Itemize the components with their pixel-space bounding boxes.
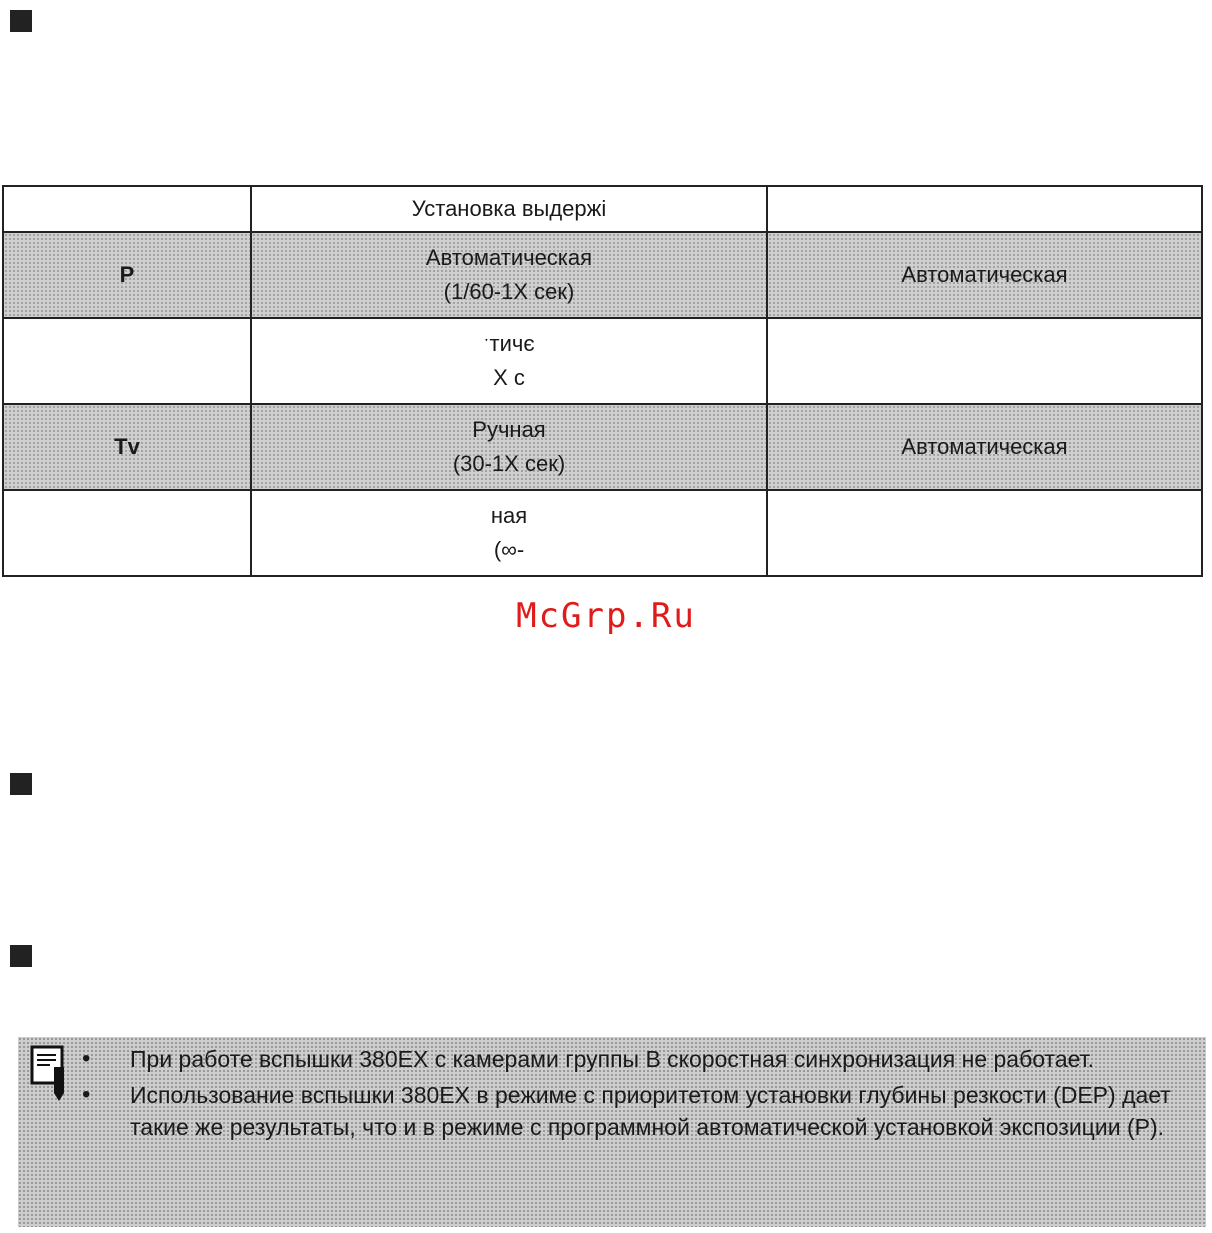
shutter-cell [251,490,767,576]
mode-cell [3,490,251,576]
section-marker [10,773,32,795]
shutter-line: (30-1X сек) [452,451,566,476]
aperture-cell: Автоматическая [767,404,1202,490]
aperture-cell [767,490,1202,576]
exposure-mode-table [2,185,1203,577]
note-item: • При работе вспышки 380EX с камерами группы B скоростная синхронизация не работает. [78,1043,1192,1075]
shutter-line: X c [493,365,525,390]
shutter-cell [251,318,767,404]
note-box [18,1037,1206,1227]
table-row [3,232,1202,318]
mode-cell: P [3,232,251,318]
aperture-cell: Автоматическая [767,232,1202,318]
header-cell [3,186,251,232]
shutter-line: ˑтичє [483,331,535,356]
note-pen-icon [30,1045,70,1101]
table-row [3,318,1202,404]
table-row [3,404,1202,490]
note-item: • Использование вспышки 380EX в режиме с приоритетом установки глубины резкости (DEP) дает такие же результаты, что и в режиме с программной автоматической установкой экспозиции (P). [78,1079,1192,1143]
shutter-line: ная [490,503,528,528]
mode-cell [3,318,251,404]
section-marker [10,10,32,32]
shutter-cell [251,404,767,490]
shutter-line: (1/60-1X сек) [443,279,575,304]
shutter-cell [251,232,767,318]
aperture-cell [767,318,1202,404]
shutter-line: (∞- [493,537,525,562]
table-header-row [3,186,1202,232]
watermark: McGrp.Ru [516,596,696,636]
shutter-line: Ручная [472,417,546,442]
header-cell: Установка выдержі [251,186,767,232]
mode-cell: Tv [3,404,251,490]
header-cell [767,186,1202,232]
table-row [3,490,1202,576]
section-marker [10,945,32,967]
note-list [78,1043,1192,1147]
shutter-line: Автоматическая [425,245,593,270]
